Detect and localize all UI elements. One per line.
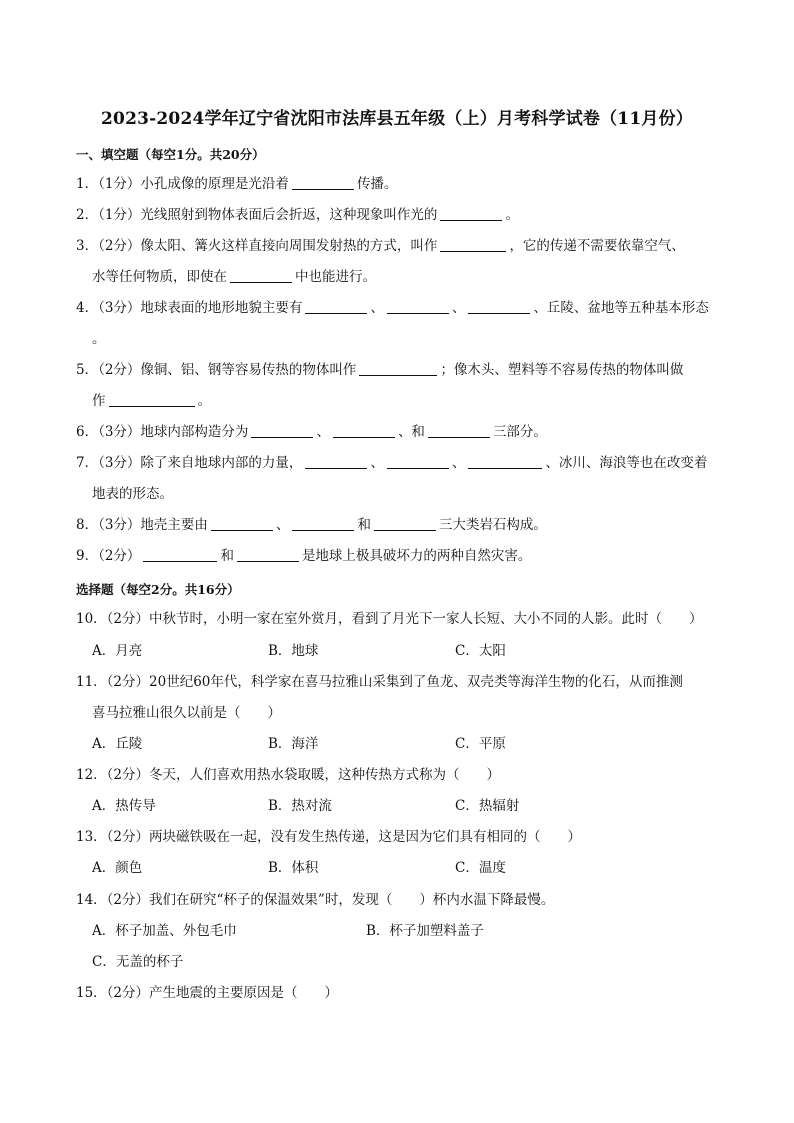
question-text: 中也能进行。	[295, 269, 376, 285]
question-4-continued	[92, 330, 106, 348]
question-text: 三部分。	[492, 424, 547, 440]
option-c[interactable]: C．平原	[455, 736, 506, 752]
question-2	[76, 206, 519, 224]
answer-blank[interactable]	[440, 207, 502, 221]
option-a[interactable]: A．热传导	[92, 798, 156, 814]
option-b[interactable]: B．海洋	[268, 736, 319, 752]
question-11: 11．（2分）20世纪60年代，科学家在喜马拉雅山采集到了鱼龙、双壳类等海洋生物的化石，从而推测	[76, 674, 683, 690]
answer-blank[interactable]	[305, 455, 367, 469]
option-c[interactable]: C．无盖的杯子	[92, 954, 184, 970]
page-title: 2023-2024学年辽宁省沈阳市法库县五年级（上）月考科学试卷（11月份）	[101, 109, 693, 129]
question-13: 13．（2分）两块磁铁吸在一起，没有发生热传递，这是因为它们具有相同的（ ）	[76, 829, 582, 845]
question-10: 10．（2分）中秋节时，小明一家在室外赏月，看到了月光下一家人长短、大小不同的人影。此时（ ）	[76, 611, 703, 627]
answer-blank[interactable]	[292, 176, 354, 190]
question-text: 9．（2分）	[76, 548, 141, 564]
option-a[interactable]: A．月亮	[92, 643, 143, 659]
question-text: 。	[92, 331, 106, 347]
question-1	[76, 175, 397, 193]
question-8	[76, 516, 547, 534]
answer-blank[interactable]	[387, 455, 449, 469]
question-text: 4．（3分）地球表面的地形地貌主要有	[76, 300, 303, 316]
question-text: 7．（3分）除了来自地球内部的力量，	[76, 455, 303, 471]
answer-blank[interactable]	[143, 548, 217, 562]
question-text: 2．（1分）光线照射到物体表面后会折返，这种现象叫作光的	[76, 207, 438, 223]
question-text: ，它的传递不需要依靠空气、	[509, 238, 685, 254]
separator: 和	[357, 517, 371, 533]
answer-blank[interactable]	[440, 238, 506, 252]
question-5	[76, 361, 683, 379]
answer-blank[interactable]	[374, 517, 436, 531]
answer-blank[interactable]	[292, 517, 354, 531]
section-heading-multiple-choice: 选择题（每空2分。共16分）	[76, 582, 240, 597]
option-b[interactable]: B．地球	[268, 643, 319, 659]
option-c[interactable]: C．太阳	[455, 643, 506, 659]
question-3-continued	[92, 268, 376, 286]
question-text: 1．（1分）小孔成像的原理是光沿着	[76, 176, 289, 192]
question-text: 6．（3分）地球内部构造分为	[76, 424, 249, 440]
separator: 、	[316, 424, 330, 440]
question-14: 14．（2分）我们在研究“杯子的保温效果”时，发现（ ）杯内水温下降最慢。	[76, 892, 555, 908]
answer-blank[interactable]	[333, 424, 395, 438]
separator: 、和	[397, 424, 425, 440]
option-c[interactable]: C．温度	[455, 860, 506, 876]
option-b[interactable]: B．热对流	[268, 798, 332, 814]
question-text: 三大类岩石构成。	[438, 517, 547, 533]
question-6	[76, 423, 547, 441]
option-a[interactable]: A．杯子加盖、外包毛巾	[92, 923, 237, 939]
answer-blank[interactable]	[230, 269, 292, 283]
option-b[interactable]: B．杯子加塑料盖子	[366, 923, 484, 939]
answer-blank[interactable]	[109, 393, 195, 407]
question-15: 15．（2分）产生地震的主要原因是（ ）	[76, 985, 339, 1001]
section-heading-fill-blank: 一、填空题（每空1分。共20分）	[76, 147, 265, 162]
answer-blank[interactable]	[251, 424, 313, 438]
question-4	[76, 299, 709, 317]
question-text: 是地球上极具破坏力的两种自然灾害。	[301, 548, 532, 564]
question-text: 8．（3分）地壳主要由	[76, 517, 208, 533]
option-a[interactable]: A．颜色	[92, 860, 143, 876]
question-text: 3．（2分）像太阳、篝火这样直接向周围发射热的方式，叫作	[76, 238, 438, 254]
question-11-continued: 喜马拉雅山很久以前是（ ）	[92, 705, 281, 721]
answer-blank[interactable]	[237, 548, 299, 562]
question-text: 地表的形态。	[92, 486, 173, 502]
separator: 、	[370, 300, 384, 316]
question-text: 传播。	[356, 176, 398, 192]
answer-blank[interactable]	[428, 424, 490, 438]
answer-blank[interactable]	[468, 455, 542, 469]
option-c[interactable]: C．热辐射	[455, 798, 520, 814]
separator: 、	[451, 300, 466, 316]
separator: 、	[451, 455, 466, 471]
question-text: 作	[92, 393, 106, 409]
answer-blank[interactable]	[211, 517, 273, 531]
question-5-continued	[92, 392, 211, 410]
separator: 、	[275, 517, 290, 533]
separator: 和	[220, 548, 234, 564]
question-text: ；像木头、塑料等不容易传热的物体叫做	[440, 362, 684, 378]
answer-blank[interactable]	[305, 300, 367, 314]
question-7-continued	[92, 485, 173, 503]
option-b[interactable]: B．体积	[268, 860, 319, 876]
question-3	[76, 237, 685, 255]
question-text: 5．（2分）像铜、铝、钢等容易传热的物体叫作	[76, 362, 357, 378]
option-a[interactable]: A．丘陵	[92, 736, 143, 752]
question-text: 、丘陵、盆地等五种基本形态	[533, 300, 709, 316]
question-text: 、冰川、海浪等也在改变着	[545, 455, 708, 471]
question-text: 水等任何物质，即使在	[92, 269, 227, 285]
answer-blank[interactable]	[359, 362, 437, 376]
separator: 、	[370, 455, 384, 471]
question-text: 。	[505, 207, 519, 223]
question-text: 。	[197, 393, 211, 409]
question-9	[76, 547, 531, 565]
question-7	[76, 454, 707, 472]
answer-blank[interactable]	[387, 300, 449, 314]
question-12: 12．（2分）冬天，人们喜欢用热水袋取暖，这种传热方式称为（ ）	[76, 767, 501, 783]
answer-blank[interactable]	[468, 300, 530, 314]
